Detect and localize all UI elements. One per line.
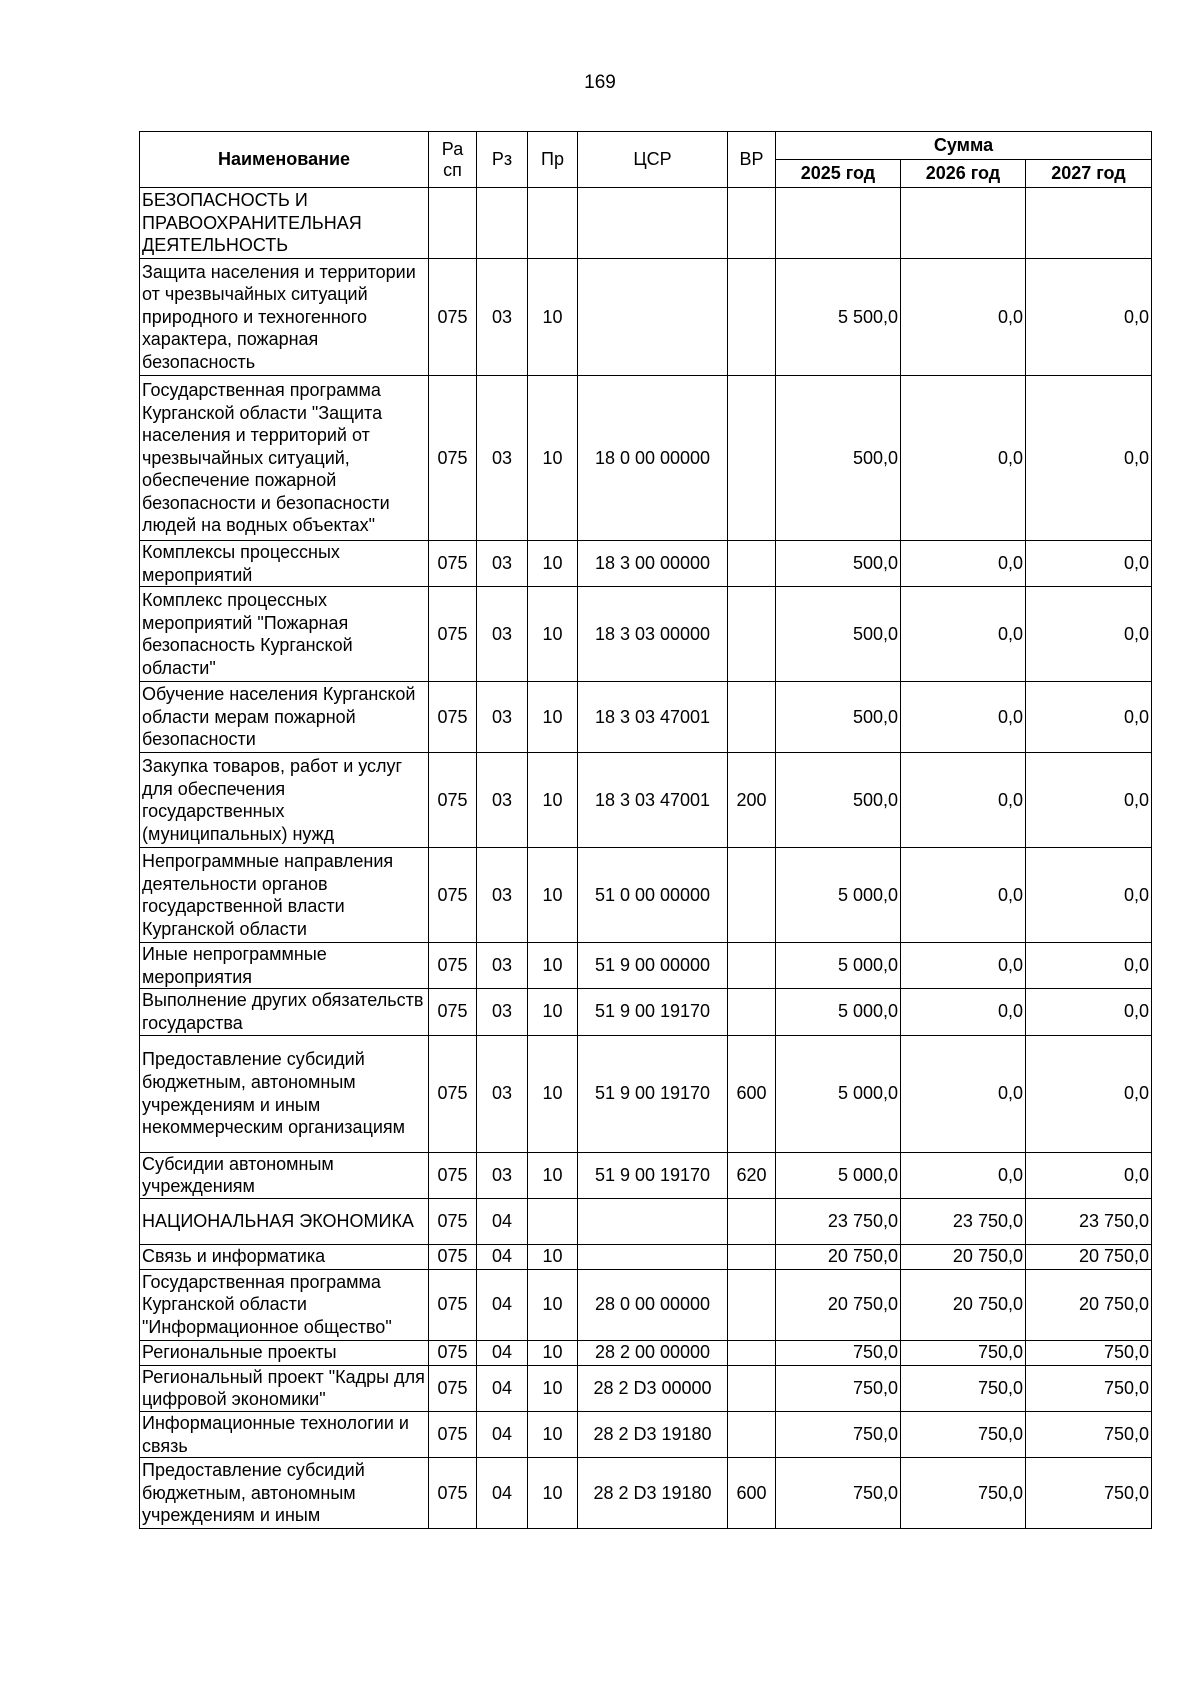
cell-sum-2025: 5 000,0 <box>776 1152 901 1198</box>
cell-sum-2026: 0,0 <box>901 943 1026 989</box>
page-number: 169 <box>584 72 616 93</box>
cell-pr <box>528 188 578 259</box>
table-row <box>140 943 1152 989</box>
header-csr: ЦСР <box>578 132 728 188</box>
cell-rasp: 075 <box>429 989 477 1035</box>
cell-name: Государственная программа Курганской области "Защита населения и территорий от чрезвычайных ситуаций, обеспечение пожарной безопасности и безопасности людей на водных объектах" <box>140 376 429 541</box>
cell-sum-2026: 0,0 <box>901 1152 1026 1198</box>
cell-name: Непрограммные направления деятельности органов государственной власти Курганской области <box>140 848 429 943</box>
header-year-2026: 2026 год <box>901 160 1026 188</box>
cell-pr: 10 <box>528 1411 578 1457</box>
cell-rz: 04 <box>477 1458 528 1529</box>
cell-vr <box>728 682 776 753</box>
cell-name: Обучение населения Курганской области мерам пожарной безопасности <box>140 682 429 753</box>
cell-vr: 600 <box>728 1458 776 1529</box>
cell-vr <box>728 259 776 376</box>
cell-csr: 51 0 00 00000 <box>578 848 728 943</box>
cell-vr <box>728 1269 776 1340</box>
cell-sum-2025: 750,0 <box>776 1458 901 1529</box>
cell-vr <box>728 1365 776 1411</box>
cell-rasp: 075 <box>429 1198 477 1244</box>
cell-rasp: 075 <box>429 943 477 989</box>
cell-vr <box>728 1244 776 1269</box>
cell-sum-2026: 23 750,0 <box>901 1198 1026 1244</box>
cell-rasp: 075 <box>429 1244 477 1269</box>
header-rasp-line1: Ра <box>441 138 464 159</box>
table-row <box>140 1152 1152 1198</box>
header-year-2025: 2025 год <box>776 160 901 188</box>
cell-vr <box>728 587 776 682</box>
cell-pr: 10 <box>528 753 578 848</box>
cell-csr: 28 2 D3 19180 <box>578 1458 728 1529</box>
header-sum: Сумма <box>776 132 1152 160</box>
cell-sum-2027: 20 750,0 <box>1026 1244 1152 1269</box>
table-row <box>140 1340 1152 1365</box>
cell-sum-2026: 0,0 <box>901 541 1026 587</box>
cell-sum-2027: 0,0 <box>1026 682 1152 753</box>
cell-pr: 10 <box>528 1340 578 1365</box>
cell-vr: 620 <box>728 1152 776 1198</box>
table-row <box>140 1411 1152 1457</box>
cell-csr: 18 3 03 47001 <box>578 682 728 753</box>
table-row <box>140 259 1152 376</box>
cell-name: Защита населения и территории от чрезвычайных ситуаций природного и техногенного характера, пожарная безопасность <box>140 259 429 376</box>
cell-rz: 03 <box>477 541 528 587</box>
cell-name: Закупка товаров, работ и услуг для обеспечения государственных (муниципальных) нужд <box>140 753 429 848</box>
cell-csr: 28 0 00 00000 <box>578 1269 728 1340</box>
cell-rz: 04 <box>477 1365 528 1411</box>
table-row <box>140 989 1152 1035</box>
cell-name: НАЦИОНАЛЬНАЯ ЭКОНОМИКА <box>140 1198 429 1244</box>
cell-rz: 03 <box>477 1035 528 1152</box>
cell-name: Субсидии автономным учреждениям <box>140 1152 429 1198</box>
cell-sum-2025: 23 750,0 <box>776 1198 901 1244</box>
cell-rasp: 075 <box>429 1340 477 1365</box>
table-row <box>140 188 1152 259</box>
cell-vr <box>728 989 776 1035</box>
cell-csr: 51 9 00 19170 <box>578 989 728 1035</box>
table-row <box>140 1458 1152 1529</box>
cell-rasp: 075 <box>429 753 477 848</box>
header-rz: Рз <box>477 132 528 188</box>
cell-csr <box>578 1198 728 1244</box>
cell-sum-2026: 0,0 <box>901 989 1026 1035</box>
cell-rz: 04 <box>477 1269 528 1340</box>
cell-sum-2025 <box>776 188 901 259</box>
table-header <box>140 132 1152 188</box>
header-year-2027: 2027 год <box>1026 160 1152 188</box>
cell-csr: 51 9 00 19170 <box>578 1035 728 1152</box>
cell-sum-2026: 750,0 <box>901 1340 1026 1365</box>
cell-rasp: 075 <box>429 587 477 682</box>
cell-name: Региональный проект "Кадры для цифровой экономики" <box>140 1365 429 1411</box>
cell-sum-2027: 23 750,0 <box>1026 1198 1152 1244</box>
cell-sum-2027: 750,0 <box>1026 1340 1152 1365</box>
cell-csr: 18 3 00 00000 <box>578 541 728 587</box>
cell-rasp: 075 <box>429 1269 477 1340</box>
cell-pr: 10 <box>528 989 578 1035</box>
cell-sum-2027: 20 750,0 <box>1026 1269 1152 1340</box>
cell-pr: 10 <box>528 376 578 541</box>
cell-rz: 04 <box>477 1411 528 1457</box>
budget-table <box>139 131 1152 1529</box>
cell-sum-2027: 750,0 <box>1026 1365 1152 1411</box>
cell-csr: 18 3 03 00000 <box>578 587 728 682</box>
cell-sum-2027: 750,0 <box>1026 1411 1152 1457</box>
table-row <box>140 1365 1152 1411</box>
cell-sum-2027: 0,0 <box>1026 848 1152 943</box>
cell-rz: 03 <box>477 259 528 376</box>
cell-sum-2026: 0,0 <box>901 682 1026 753</box>
cell-sum-2027: 0,0 <box>1026 989 1152 1035</box>
cell-vr: 600 <box>728 1035 776 1152</box>
cell-sum-2025: 500,0 <box>776 376 901 541</box>
cell-vr <box>728 1340 776 1365</box>
cell-sum-2026: 0,0 <box>901 587 1026 682</box>
cell-sum-2026 <box>901 188 1026 259</box>
cell-rasp: 075 <box>429 682 477 753</box>
cell-sum-2026: 750,0 <box>901 1458 1026 1529</box>
cell-vr <box>728 943 776 989</box>
cell-rz: 04 <box>477 1244 528 1269</box>
cell-pr: 10 <box>528 1244 578 1269</box>
cell-name: Комплекс процессных мероприятий "Пожарная безопасность Курганской области" <box>140 587 429 682</box>
cell-vr <box>728 1198 776 1244</box>
cell-vr <box>728 376 776 541</box>
table-row <box>140 1269 1152 1340</box>
cell-csr <box>578 188 728 259</box>
cell-rasp <box>429 188 477 259</box>
cell-sum-2026: 0,0 <box>901 259 1026 376</box>
cell-name: Иные непрограммные мероприятия <box>140 943 429 989</box>
cell-sum-2027: 750,0 <box>1026 1458 1152 1529</box>
cell-sum-2025: 750,0 <box>776 1411 901 1457</box>
cell-sum-2027: 0,0 <box>1026 753 1152 848</box>
cell-pr: 10 <box>528 1365 578 1411</box>
cell-sum-2025: 750,0 <box>776 1340 901 1365</box>
cell-sum-2025: 20 750,0 <box>776 1244 901 1269</box>
cell-rasp: 075 <box>429 848 477 943</box>
cell-rz: 03 <box>477 682 528 753</box>
cell-rasp: 075 <box>429 1411 477 1457</box>
cell-name: Выполнение других обязательств государства <box>140 989 429 1035</box>
table-row <box>140 682 1152 753</box>
cell-pr: 10 <box>528 943 578 989</box>
cell-sum-2025: 5 000,0 <box>776 943 901 989</box>
cell-rasp: 075 <box>429 541 477 587</box>
cell-rasp: 075 <box>429 1458 477 1529</box>
cell-rz: 03 <box>477 587 528 682</box>
cell-name: Предоставление субсидий бюджетным, автономным учреждениям и иным некоммерческим организациям <box>140 1035 429 1152</box>
cell-name: БЕЗОПАСНОСТЬ И ПРАВООХРАНИТЕЛЬНАЯ ДЕЯТЕЛЬНОСТЬ <box>140 188 429 259</box>
table-row <box>140 848 1152 943</box>
cell-sum-2025: 5 000,0 <box>776 989 901 1035</box>
cell-pr: 10 <box>528 682 578 753</box>
cell-name: Предоставление субсидий бюджетным, автономным учреждениям и иным <box>140 1458 429 1529</box>
cell-name: Связь и информатика <box>140 1244 429 1269</box>
cell-sum-2026: 0,0 <box>901 376 1026 541</box>
cell-vr <box>728 1411 776 1457</box>
cell-sum-2025: 500,0 <box>776 753 901 848</box>
cell-rasp: 075 <box>429 376 477 541</box>
cell-sum-2025: 5 000,0 <box>776 848 901 943</box>
table-row <box>140 753 1152 848</box>
cell-sum-2025: 500,0 <box>776 682 901 753</box>
header-name: Наименование <box>140 132 429 188</box>
header-rasp-line2: сп <box>443 159 462 180</box>
cell-rasp: 075 <box>429 1035 477 1152</box>
cell-sum-2026: 750,0 <box>901 1411 1026 1457</box>
cell-vr: 200 <box>728 753 776 848</box>
table-row <box>140 1035 1152 1152</box>
cell-pr: 10 <box>528 1035 578 1152</box>
cell-rz: 04 <box>477 1340 528 1365</box>
cell-sum-2026: 0,0 <box>901 753 1026 848</box>
cell-name: Комплексы процессных мероприятий <box>140 541 429 587</box>
table-row <box>140 1198 1152 1244</box>
header-rasp <box>429 132 477 188</box>
table-row <box>140 1244 1152 1269</box>
cell-sum-2027: 0,0 <box>1026 259 1152 376</box>
header-vr: ВР <box>728 132 776 188</box>
cell-sum-2026: 20 750,0 <box>901 1269 1026 1340</box>
table-row <box>140 587 1152 682</box>
cell-name: Государственная программа Курганской области "Информационное общество" <box>140 1269 429 1340</box>
cell-sum-2026: 0,0 <box>901 848 1026 943</box>
table-body <box>140 188 1152 1529</box>
cell-pr: 10 <box>528 1458 578 1529</box>
cell-csr: 51 9 00 00000 <box>578 943 728 989</box>
table-row <box>140 376 1152 541</box>
cell-pr: 10 <box>528 587 578 682</box>
cell-sum-2025: 5 500,0 <box>776 259 901 376</box>
cell-csr: 28 2 00 00000 <box>578 1340 728 1365</box>
cell-pr: 10 <box>528 259 578 376</box>
cell-csr <box>578 259 728 376</box>
cell-csr: 28 2 D3 19180 <box>578 1411 728 1457</box>
cell-rz: 03 <box>477 376 528 541</box>
table-row <box>140 541 1152 587</box>
cell-pr: 10 <box>528 848 578 943</box>
cell-sum-2027: 0,0 <box>1026 943 1152 989</box>
cell-name: Региональные проекты <box>140 1340 429 1365</box>
cell-vr <box>728 188 776 259</box>
cell-sum-2027: 0,0 <box>1026 1152 1152 1198</box>
cell-sum-2026: 750,0 <box>901 1365 1026 1411</box>
cell-rz: 03 <box>477 1152 528 1198</box>
cell-pr: 10 <box>528 1152 578 1198</box>
cell-sum-2025: 5 000,0 <box>776 1035 901 1152</box>
cell-rz: 03 <box>477 753 528 848</box>
cell-name: Информационные технологии и связь <box>140 1411 429 1457</box>
cell-sum-2026: 0,0 <box>901 1035 1026 1152</box>
cell-sum-2025: 750,0 <box>776 1365 901 1411</box>
cell-rasp: 075 <box>429 1365 477 1411</box>
cell-rasp: 075 <box>429 259 477 376</box>
cell-sum-2027: 0,0 <box>1026 587 1152 682</box>
cell-sum-2025: 500,0 <box>776 541 901 587</box>
cell-sum-2026: 20 750,0 <box>901 1244 1026 1269</box>
cell-vr <box>728 848 776 943</box>
header-pr: Пр <box>528 132 578 188</box>
cell-sum-2025: 500,0 <box>776 587 901 682</box>
cell-pr: 10 <box>528 541 578 587</box>
cell-rz <box>477 188 528 259</box>
cell-rz: 04 <box>477 1198 528 1244</box>
cell-rz: 03 <box>477 943 528 989</box>
cell-rasp: 075 <box>429 1152 477 1198</box>
cell-csr <box>578 1244 728 1269</box>
cell-sum-2027: 0,0 <box>1026 541 1152 587</box>
cell-sum-2027: 0,0 <box>1026 376 1152 541</box>
cell-csr: 18 3 03 47001 <box>578 753 728 848</box>
cell-csr: 28 2 D3 00000 <box>578 1365 728 1411</box>
cell-vr <box>728 541 776 587</box>
cell-sum-2025: 20 750,0 <box>776 1269 901 1340</box>
cell-sum-2027 <box>1026 188 1152 259</box>
cell-csr: 51 9 00 19170 <box>578 1152 728 1198</box>
cell-sum-2027: 0,0 <box>1026 1035 1152 1152</box>
cell-pr <box>528 1198 578 1244</box>
cell-rz: 03 <box>477 848 528 943</box>
cell-rz: 03 <box>477 989 528 1035</box>
cell-csr: 18 0 00 00000 <box>578 376 728 541</box>
cell-pr: 10 <box>528 1269 578 1340</box>
